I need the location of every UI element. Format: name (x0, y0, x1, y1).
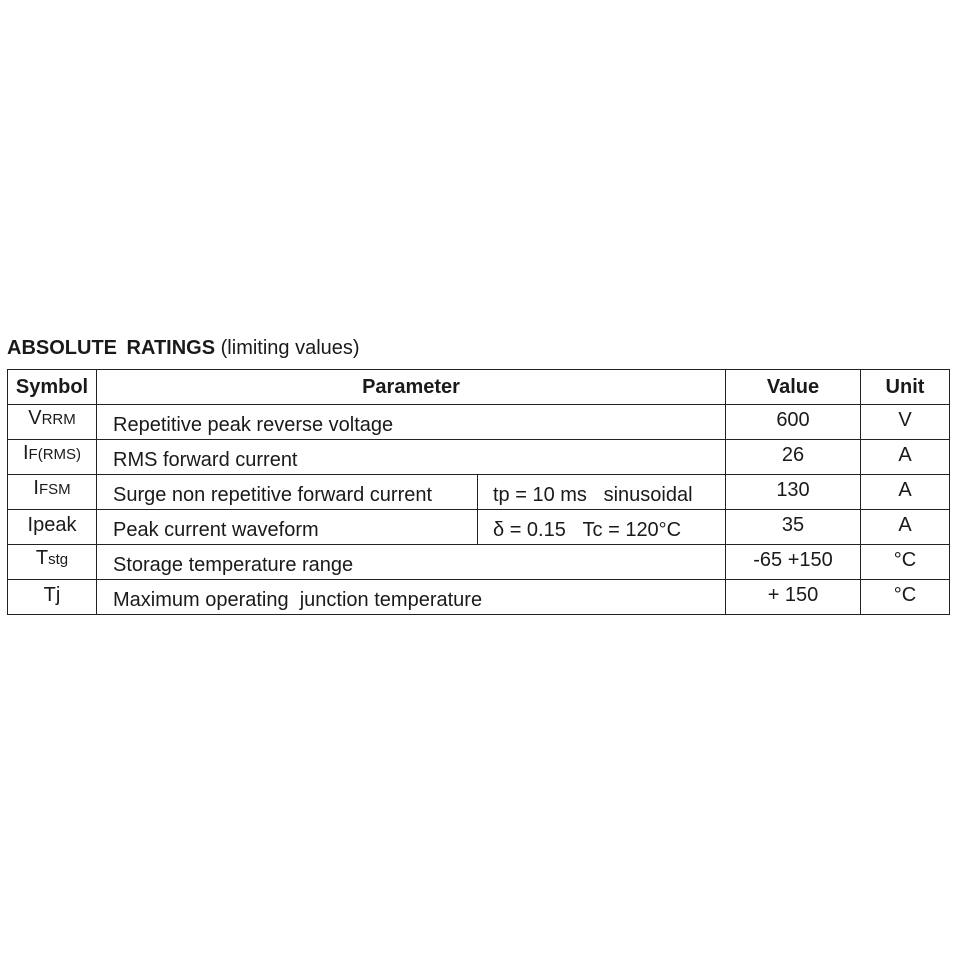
symbol-sub: FSM (38, 480, 71, 498)
unit-cell: °C (861, 545, 950, 580)
symbol-cell (8, 510, 97, 545)
parameter-cell: Storage temperature range (97, 545, 726, 580)
symbol-main: Ipeak (27, 513, 77, 536)
symbol-main: I (22, 441, 29, 464)
value-cell: 600 (726, 405, 861, 440)
value-cell: -65 +150 (726, 545, 861, 580)
symbol-cell (8, 580, 97, 615)
value-cell: 130 (726, 475, 861, 510)
absolute-ratings-table (7, 369, 950, 615)
parameter-cell: Maximum operating junction temperature (97, 580, 726, 615)
value-cell: + 150 (726, 580, 861, 615)
symbol-cell (8, 475, 97, 510)
section-heading (7, 336, 360, 360)
condition-cell: tp = 10 ms sinusoidal (478, 475, 726, 510)
symbol-cell (8, 440, 97, 475)
unit-cell: A (861, 475, 950, 510)
unit-cell: A (861, 440, 950, 475)
unit-cell: °C (861, 580, 950, 615)
parameter-cell: Peak current waveform (97, 510, 478, 545)
unit-cell: V (861, 405, 950, 440)
symbol-sub: stg (48, 550, 69, 568)
table-row (8, 475, 950, 510)
table-row (8, 510, 950, 545)
condition-cell: δ = 0.15 Tc = 120°C (478, 510, 726, 545)
parameter-cell: RMS forward current (97, 440, 726, 475)
symbol-cell (8, 405, 97, 440)
heading-title: ABSOLUTE RATINGS (7, 337, 216, 359)
table-header-row (8, 370, 950, 405)
symbol-cell (8, 545, 97, 580)
header-parameter: Parameter (97, 370, 726, 405)
table-row (8, 440, 950, 475)
symbol-sub: F(RMS) (28, 445, 82, 463)
symbol-main: T (35, 546, 49, 569)
symbol-main: Tj (43, 583, 61, 606)
unit-cell: A (861, 510, 950, 545)
header-unit: Unit (861, 370, 950, 405)
table-row (8, 545, 950, 580)
symbol-main: I (33, 476, 39, 499)
parameter-cell: Repetitive peak reverse voltage (97, 405, 726, 440)
header-symbol: Symbol (8, 370, 97, 405)
table-row (8, 405, 950, 440)
heading-subtitle: (limiting values) (220, 337, 360, 359)
value-cell: 26 (726, 440, 861, 475)
symbol-main: V (28, 406, 42, 429)
header-value: Value (726, 370, 861, 405)
value-cell: 35 (726, 510, 861, 545)
parameter-cell: Surge non repetitive forward current (97, 475, 478, 510)
table-row (8, 580, 950, 615)
symbol-sub: RRM (41, 410, 76, 428)
